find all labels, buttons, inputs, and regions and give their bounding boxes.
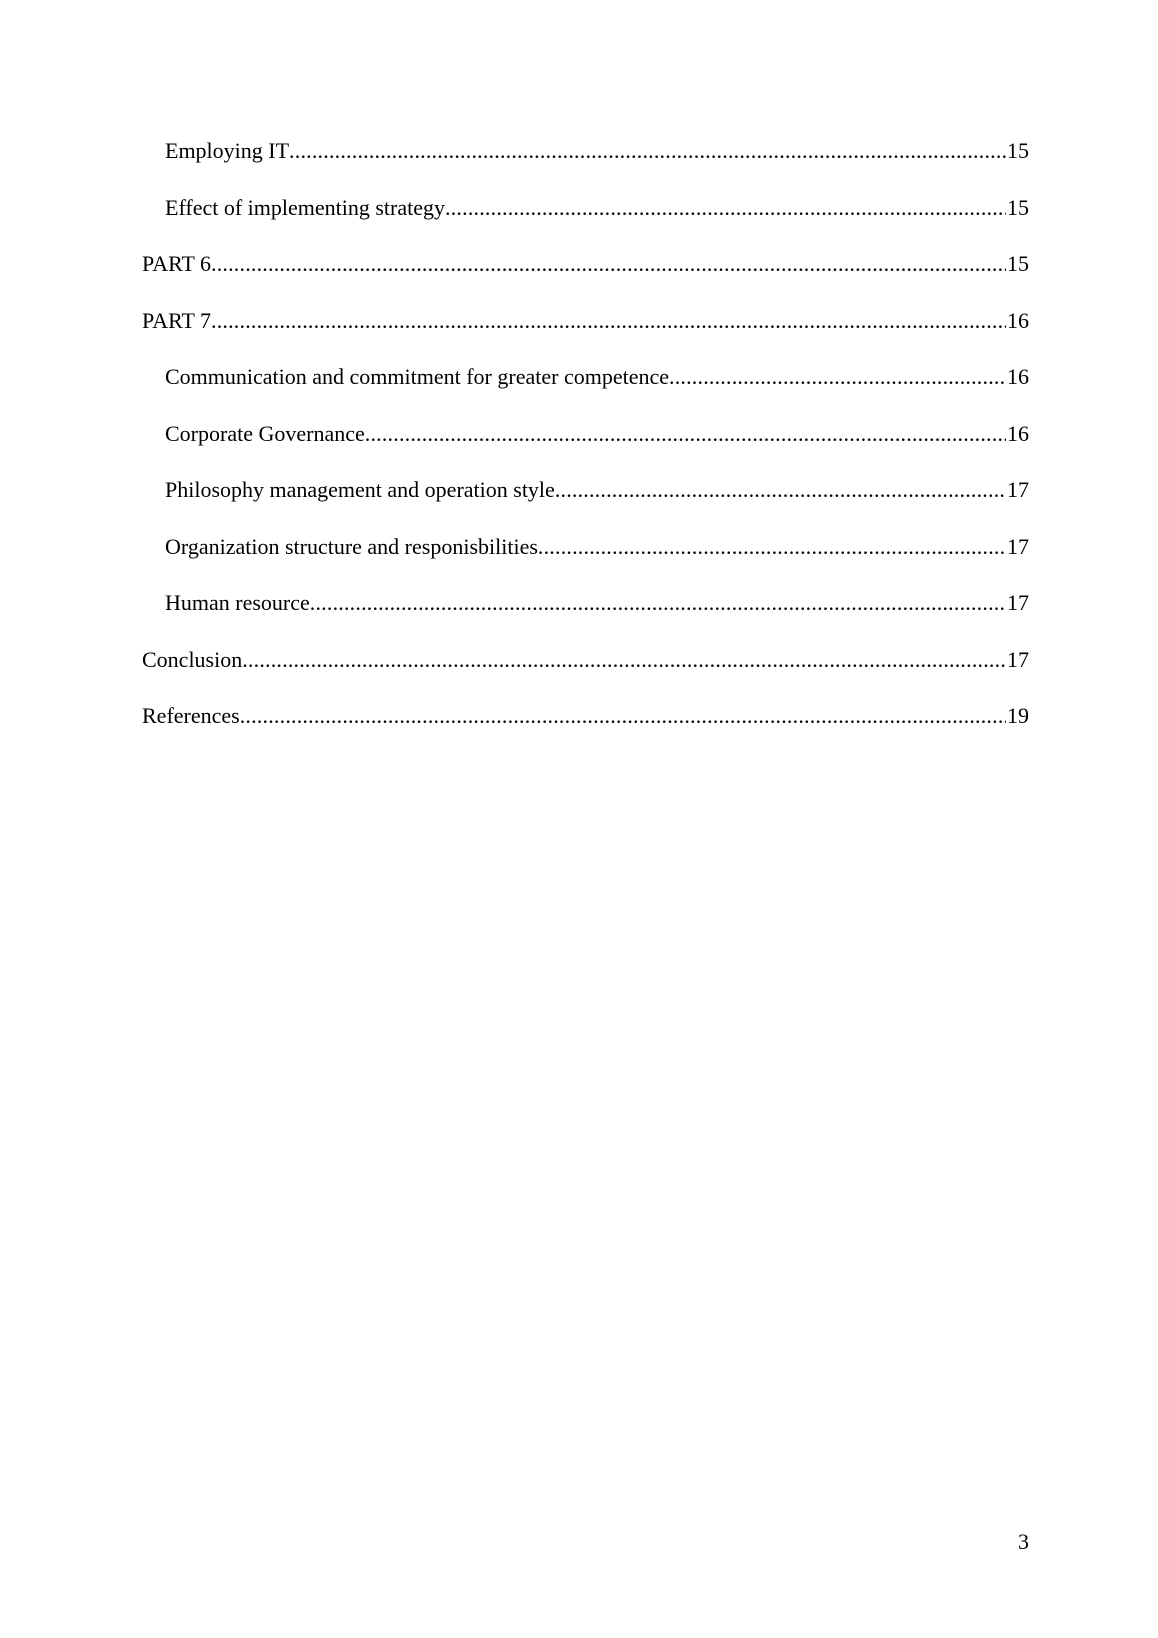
toc-entry-corporate-governance[interactable]	[142, 419, 1029, 476]
toc-entry-philosophy-management[interactable]	[142, 475, 1029, 532]
toc-entry-title: Philosophy management and operation style	[165, 477, 555, 502]
toc-entry-page: 17	[1007, 590, 1029, 615]
toc-entry-page: 19	[1007, 703, 1029, 728]
toc-entry-human-resource[interactable]	[142, 588, 1029, 645]
toc-entry-part-6[interactable]	[142, 249, 1029, 306]
toc-entry-title: PART 6	[142, 251, 211, 276]
toc-entry-page: 17	[1007, 477, 1029, 502]
toc-dot-leader	[538, 532, 1006, 562]
toc-entry-title: PART 7	[142, 307, 211, 333]
toc-dot-leader	[211, 249, 1006, 279]
toc-entry-title: Organization structure and responisbilities	[165, 533, 538, 559]
toc-entry-effect-of-implementing-strategy[interactable]	[142, 193, 1029, 250]
toc-dot-leader	[365, 419, 1006, 449]
toc-entry-page: 16	[1007, 307, 1029, 333]
toc-dot-leader	[310, 588, 1006, 618]
toc-dot-leader	[445, 193, 1006, 223]
toc-entry-title: References	[142, 703, 240, 728]
toc-dot-leader	[242, 645, 1006, 675]
toc-dot-leader	[555, 475, 1006, 505]
toc-entry-title: Effect of implementing strategy	[165, 194, 446, 220]
toc-entry-conclusion[interactable]	[142, 645, 1029, 702]
toc-dot-leader	[289, 136, 1006, 166]
toc-entry-title: Employing IT	[165, 138, 290, 163]
toc-entry-organization-structure[interactable]	[142, 532, 1029, 589]
toc-entry-title: Corporate Governance	[165, 420, 365, 446]
toc-entry-title: Human resource	[165, 590, 310, 615]
toc-entry-page: 15	[1007, 194, 1029, 220]
toc-entry-page: 16	[1007, 364, 1029, 389]
toc-entry-title: Communication and commitment for greater competence	[165, 364, 669, 389]
page-number: 3	[1018, 1529, 1029, 1554]
toc-entry-communication-and-commitment[interactable]	[142, 362, 1029, 419]
toc-entry-references[interactable]	[142, 701, 1029, 758]
toc-dot-leader	[240, 701, 1006, 731]
toc-entry-employing-it[interactable]	[142, 136, 1029, 193]
toc-entry-page: 17	[1007, 646, 1029, 672]
table-of-contents	[142, 136, 1029, 758]
toc-entry-page: 15	[1007, 251, 1029, 276]
toc-entry-title: Conclusion	[142, 646, 243, 672]
toc-entry-page: 17	[1007, 533, 1029, 559]
toc-entry-page: 15	[1007, 138, 1029, 163]
toc-dot-leader	[211, 306, 1006, 336]
toc-entry-page: 16	[1007, 420, 1029, 446]
toc-entry-part-7[interactable]	[142, 306, 1029, 363]
toc-dot-leader	[669, 362, 1006, 392]
